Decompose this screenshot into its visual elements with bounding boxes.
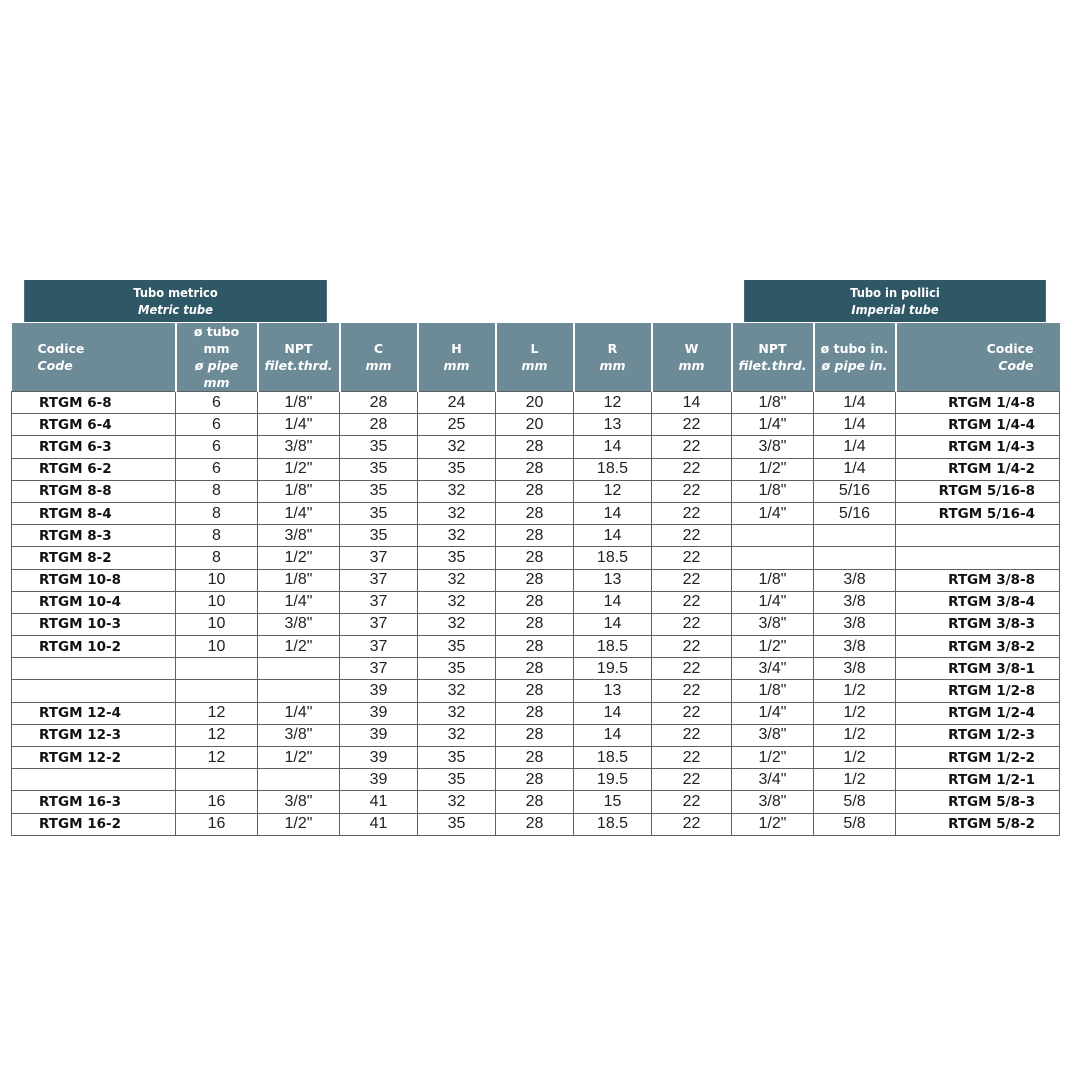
table-cell: 1/4: [814, 436, 896, 458]
spec-table: [11, 323, 1060, 836]
table-cell: 1/2: [814, 769, 896, 791]
table-cell: 1/2": [732, 636, 814, 658]
table-cell: 35: [418, 658, 496, 680]
table-cell: [258, 680, 340, 702]
column-header-sublabel: filet.thrd.: [738, 358, 807, 373]
table-cell: 3/8: [814, 569, 896, 591]
product-code-cell: RTGM 1/2-4: [896, 702, 1060, 724]
table-cell: 32: [418, 702, 496, 724]
table-cell: 14: [574, 724, 652, 746]
table-cell: [258, 658, 340, 680]
table-cell: 6: [176, 414, 258, 436]
table-cell: 22: [652, 547, 732, 569]
table-cell: 18.5: [574, 813, 652, 835]
table-cell: 32: [418, 569, 496, 591]
table-cell: 1/2": [732, 458, 814, 480]
table-cell: 1/8": [258, 480, 340, 502]
table-cell: 16: [176, 813, 258, 835]
product-code-cell: RTGM 1/4-4: [896, 414, 1060, 436]
table-cell: 3/8": [732, 613, 814, 635]
table-cell: 32: [418, 680, 496, 702]
table-cell: 32: [418, 613, 496, 635]
column-header: [496, 323, 574, 392]
product-code-cell: RTGM 3/8-3: [896, 613, 1060, 635]
column-header: [340, 323, 418, 392]
table-row: [12, 636, 1060, 658]
product-code-cell: RTGM 5/16-4: [896, 502, 1060, 524]
table-cell: 18.5: [574, 458, 652, 480]
table-row: [12, 525, 1060, 547]
table-cell: [814, 547, 896, 569]
column-header-label: NPT: [284, 341, 313, 356]
table-cell: 1/4: [814, 414, 896, 436]
column-header-label: ø tubo mm: [193, 324, 240, 356]
table-cell: 28: [496, 724, 574, 746]
product-code-cell: RTGM 3/8-1: [896, 658, 1060, 680]
column-header-sublabel: Code: [37, 358, 73, 373]
column-header-sublabel: filet.thrd.: [264, 358, 333, 373]
table-cell: 1/4": [732, 591, 814, 613]
table-cell: 22: [652, 480, 732, 502]
table-cell: 39: [340, 769, 418, 791]
table-cell: 28: [496, 547, 574, 569]
table-cell: 1/4": [732, 702, 814, 724]
column-header-sublabel: mm: [443, 358, 470, 373]
table-cell: 3/8: [814, 613, 896, 635]
product-code-cell: RTGM 10-4: [12, 591, 176, 613]
table-row: [12, 658, 1060, 680]
table-cell: 28: [496, 769, 574, 791]
table-cell: 22: [652, 436, 732, 458]
table-cell: 3/8": [732, 791, 814, 813]
table-cell: 32: [418, 480, 496, 502]
table-cell: 28: [496, 613, 574, 635]
product-code-cell: RTGM 8-2: [12, 547, 176, 569]
group-title-en: Metric tube: [138, 302, 213, 317]
product-code-cell: RTGM 5/8-3: [896, 791, 1060, 813]
product-code-cell: [896, 547, 1060, 569]
table-cell: 1/2": [732, 813, 814, 835]
product-code-cell: RTGM 1/2-3: [896, 724, 1060, 746]
table-cell: 28: [496, 658, 574, 680]
column-header-label: R: [607, 341, 618, 356]
table-cell: 14: [574, 436, 652, 458]
table-cell: 12: [176, 724, 258, 746]
table-row: [12, 569, 1060, 591]
table-cell: 32: [418, 436, 496, 458]
column-header: [258, 323, 340, 392]
table-cell: 32: [418, 791, 496, 813]
table-cell: 5/8: [814, 813, 896, 835]
table-cell: 14: [652, 392, 732, 414]
table-cell: 1/2: [814, 680, 896, 702]
table-cell: 1/8": [732, 569, 814, 591]
table-row: [12, 414, 1060, 436]
product-code-cell: RTGM 6-2: [12, 458, 176, 480]
table-cell: 37: [340, 547, 418, 569]
product-code-cell: RTGM 10-8: [12, 569, 176, 591]
table-row: [12, 724, 1060, 746]
table-cell: 3/8: [814, 591, 896, 613]
product-code-cell: RTGM 8-8: [12, 480, 176, 502]
table-cell: 22: [652, 747, 732, 769]
group-title-it: Tubo metrico: [133, 285, 218, 300]
column-header-sublabel: mm: [678, 358, 705, 373]
table-cell: 22: [652, 702, 732, 724]
table-cell: 22: [652, 791, 732, 813]
table-cell: 22: [652, 414, 732, 436]
table-row: [12, 791, 1060, 813]
table-cell: 39: [340, 724, 418, 746]
table-cell: 28: [496, 791, 574, 813]
table-cell: 1/4": [732, 414, 814, 436]
table-cell: 24: [418, 392, 496, 414]
table-cell: 3/4": [732, 658, 814, 680]
table-cell: 1/8": [258, 569, 340, 591]
product-code-cell: [12, 680, 176, 702]
column-header-row: [12, 323, 1060, 392]
table-cell: 39: [340, 702, 418, 724]
table-cell: 28: [496, 747, 574, 769]
table-cell: 5/16: [814, 502, 896, 524]
table-cell: 41: [340, 813, 418, 835]
table-cell: 28: [496, 458, 574, 480]
table-cell: 5/8: [814, 791, 896, 813]
column-header-label: L: [530, 341, 539, 356]
table-cell: 8: [176, 480, 258, 502]
table-cell: 1/2: [814, 702, 896, 724]
table-cell: 20: [496, 392, 574, 414]
table-cell: 12: [574, 480, 652, 502]
table-cell: 22: [652, 813, 732, 835]
product-code-cell: RTGM 1/4-8: [896, 392, 1060, 414]
group-title-en: Imperial tube: [851, 302, 939, 317]
column-header-label: W: [684, 341, 699, 356]
column-header: [896, 323, 1060, 392]
table-cell: 28: [496, 636, 574, 658]
table-cell: 3/8": [732, 436, 814, 458]
product-code-cell: RTGM 12-2: [12, 747, 176, 769]
table-cell: 37: [340, 591, 418, 613]
table-cell: 3/8": [258, 613, 340, 635]
table-cell: 1/8": [258, 392, 340, 414]
table-cell: [176, 769, 258, 791]
table-cell: 1/2": [258, 813, 340, 835]
product-code-cell: RTGM 6-4: [12, 414, 176, 436]
table-cell: [732, 547, 814, 569]
table-cell: 35: [340, 502, 418, 524]
column-header-label: C: [373, 341, 384, 356]
column-header: [574, 323, 652, 392]
column-header-sublabel: mm: [599, 358, 626, 373]
table-cell: 22: [652, 769, 732, 791]
table-cell: 1/4: [814, 392, 896, 414]
column-header-sublabel: mm: [521, 358, 548, 373]
product-code-cell: RTGM 5/16-8: [896, 480, 1060, 502]
product-code-cell: RTGM 8-3: [12, 525, 176, 547]
table-cell: [814, 525, 896, 547]
table-cell: 19.5: [574, 769, 652, 791]
table-cell: 18.5: [574, 547, 652, 569]
table-cell: 28: [496, 502, 574, 524]
table-cell: 32: [418, 591, 496, 613]
table-cell: 28: [340, 392, 418, 414]
column-header: [732, 323, 814, 392]
table-cell: 39: [340, 680, 418, 702]
table-cell: 25: [418, 414, 496, 436]
table-cell: 14: [574, 613, 652, 635]
table-cell: 1/8": [732, 480, 814, 502]
table-cell: 22: [652, 658, 732, 680]
table-cell: 22: [652, 724, 732, 746]
product-code-cell: RTGM 16-3: [12, 791, 176, 813]
column-header-sublabel: mm: [365, 358, 392, 373]
table-body: [12, 392, 1060, 836]
table-cell: 3/8": [258, 724, 340, 746]
column-header-label: Codice: [986, 341, 1034, 356]
table-cell: 1/4": [258, 502, 340, 524]
table-cell: 10: [176, 569, 258, 591]
table-cell: 22: [652, 569, 732, 591]
table-cell: 10: [176, 591, 258, 613]
table-cell: 13: [574, 569, 652, 591]
table-cell: 28: [496, 436, 574, 458]
table-cell: 1/8": [732, 392, 814, 414]
product-code-cell: [896, 525, 1060, 547]
product-code-cell: RTGM 3/8-2: [896, 636, 1060, 658]
table-cell: 1/2": [732, 747, 814, 769]
product-code-cell: RTGM 1/4-3: [896, 436, 1060, 458]
table-cell: 35: [418, 813, 496, 835]
product-code-cell: RTGM 12-4: [12, 702, 176, 724]
column-header: [652, 323, 732, 392]
column-header: [814, 323, 896, 392]
product-code-cell: RTGM 10-3: [12, 613, 176, 635]
table-cell: [258, 769, 340, 791]
table-cell: 3/8: [814, 636, 896, 658]
product-code-cell: [12, 658, 176, 680]
table-cell: 1/4: [814, 458, 896, 480]
column-header-label: H: [451, 341, 462, 356]
table-cell: 14: [574, 525, 652, 547]
table-row: [12, 702, 1060, 724]
table-cell: 8: [176, 502, 258, 524]
table-row: [12, 680, 1060, 702]
table-row: [12, 480, 1060, 502]
table-cell: [732, 525, 814, 547]
table-cell: 12: [176, 747, 258, 769]
table-row: [12, 613, 1060, 635]
table-row: [12, 458, 1060, 480]
table-cell: 1/2": [258, 747, 340, 769]
imperial-tube-group-header: [744, 280, 1046, 322]
table-cell: 1/2": [258, 547, 340, 569]
table-cell: [176, 658, 258, 680]
table-cell: 8: [176, 525, 258, 547]
table-row: [12, 436, 1060, 458]
product-code-cell: RTGM 5/8-2: [896, 813, 1060, 835]
product-code-cell: RTGM 6-3: [12, 436, 176, 458]
product-code-cell: RTGM 10-2: [12, 636, 176, 658]
table-row: [12, 769, 1060, 791]
table-cell: 15: [574, 791, 652, 813]
table-cell: 28: [496, 680, 574, 702]
table-cell: 1/2": [258, 636, 340, 658]
table-cell: 37: [340, 636, 418, 658]
product-code-cell: RTGM 16-2: [12, 813, 176, 835]
table-cell: 1/4": [732, 502, 814, 524]
column-header-sublabel: Code: [998, 358, 1034, 373]
table-cell: 28: [496, 480, 574, 502]
table-cell: 19.5: [574, 658, 652, 680]
table-cell: 10: [176, 613, 258, 635]
product-code-cell: RTGM 8-4: [12, 502, 176, 524]
table-cell: 32: [418, 724, 496, 746]
table-cell: 22: [652, 502, 732, 524]
table-cell: 1/4": [258, 591, 340, 613]
column-header-sublabel: ø pipe mm: [194, 358, 239, 390]
table-cell: 13: [574, 680, 652, 702]
table-cell: 35: [340, 458, 418, 480]
column-header-label: NPT: [758, 341, 787, 356]
table-cell: 35: [418, 547, 496, 569]
table-cell: 18.5: [574, 747, 652, 769]
table-cell: 28: [496, 813, 574, 835]
table-cell: 35: [418, 458, 496, 480]
table-cell: 28: [496, 702, 574, 724]
table-cell: 22: [652, 636, 732, 658]
product-code-cell: RTGM 3/8-4: [896, 591, 1060, 613]
table-cell: 1/2: [814, 747, 896, 769]
table-cell: 3/8": [258, 791, 340, 813]
table-cell: 37: [340, 613, 418, 635]
column-header: [418, 323, 496, 392]
table-cell: 32: [418, 502, 496, 524]
product-code-cell: RTGM 12-3: [12, 724, 176, 746]
table-cell: 22: [652, 680, 732, 702]
table-cell: 28: [496, 591, 574, 613]
table-cell: 22: [652, 591, 732, 613]
table-cell: 12: [176, 702, 258, 724]
product-code-cell: RTGM 1/2-1: [896, 769, 1060, 791]
table-row: [12, 547, 1060, 569]
product-code-cell: RTGM 1/2-2: [896, 747, 1060, 769]
product-code-cell: RTGM 1/4-2: [896, 458, 1060, 480]
table-cell: 35: [418, 636, 496, 658]
column-header-label: Codice: [37, 341, 85, 356]
table-row: [12, 392, 1060, 414]
table-cell: 20: [496, 414, 574, 436]
product-code-cell: RTGM 6-8: [12, 392, 176, 414]
table-cell: 32: [418, 525, 496, 547]
table-cell: 39: [340, 747, 418, 769]
product-code-cell: [12, 769, 176, 791]
table-cell: 3/8: [814, 658, 896, 680]
table-cell: 1/2: [814, 724, 896, 746]
table-cell: 12: [574, 392, 652, 414]
table-cell: 35: [418, 747, 496, 769]
table-cell: 37: [340, 658, 418, 680]
table-cell: 41: [340, 791, 418, 813]
metric-tube-group-header: [24, 280, 327, 322]
table-cell: 22: [652, 458, 732, 480]
table-cell: 35: [340, 436, 418, 458]
table-cell: 13: [574, 414, 652, 436]
table-cell: 22: [652, 613, 732, 635]
table-cell: 14: [574, 591, 652, 613]
table-cell: [176, 680, 258, 702]
column-header: [12, 323, 176, 392]
table-cell: 35: [418, 769, 496, 791]
table-cell: 1/4": [258, 414, 340, 436]
table-cell: 3/8": [258, 525, 340, 547]
table-cell: 14: [574, 502, 652, 524]
table-cell: 1/4": [258, 702, 340, 724]
table-cell: 1/2": [258, 458, 340, 480]
table-cell: 35: [340, 525, 418, 547]
table-cell: 6: [176, 458, 258, 480]
group-title-it: Tubo in pollici: [850, 285, 940, 300]
table-cell: 22: [652, 525, 732, 547]
table-row: [12, 747, 1060, 769]
product-code-cell: RTGM 1/2-8: [896, 680, 1060, 702]
table-cell: 6: [176, 392, 258, 414]
product-code-cell: RTGM 3/8-8: [896, 569, 1060, 591]
column-header: [176, 323, 258, 392]
table-cell: 14: [574, 702, 652, 724]
table-cell: 37: [340, 569, 418, 591]
column-header-label: ø tubo in.: [820, 341, 889, 356]
table-row: [12, 813, 1060, 835]
table-cell: 28: [340, 414, 418, 436]
table-cell: 18.5: [574, 636, 652, 658]
table-cell: 6: [176, 436, 258, 458]
table-cell: 28: [496, 569, 574, 591]
table-cell: 16: [176, 791, 258, 813]
table-row: [12, 591, 1060, 613]
table-cell: 5/16: [814, 480, 896, 502]
table-cell: 3/8": [732, 724, 814, 746]
table-cell: 8: [176, 547, 258, 569]
table-cell: 3/4": [732, 769, 814, 791]
table-cell: 35: [340, 480, 418, 502]
table-cell: 1/8": [732, 680, 814, 702]
column-header-sublabel: ø pipe in.: [821, 358, 888, 373]
table-cell: 10: [176, 636, 258, 658]
table-row: [12, 502, 1060, 524]
table-cell: 28: [496, 525, 574, 547]
table-cell: 3/8": [258, 436, 340, 458]
